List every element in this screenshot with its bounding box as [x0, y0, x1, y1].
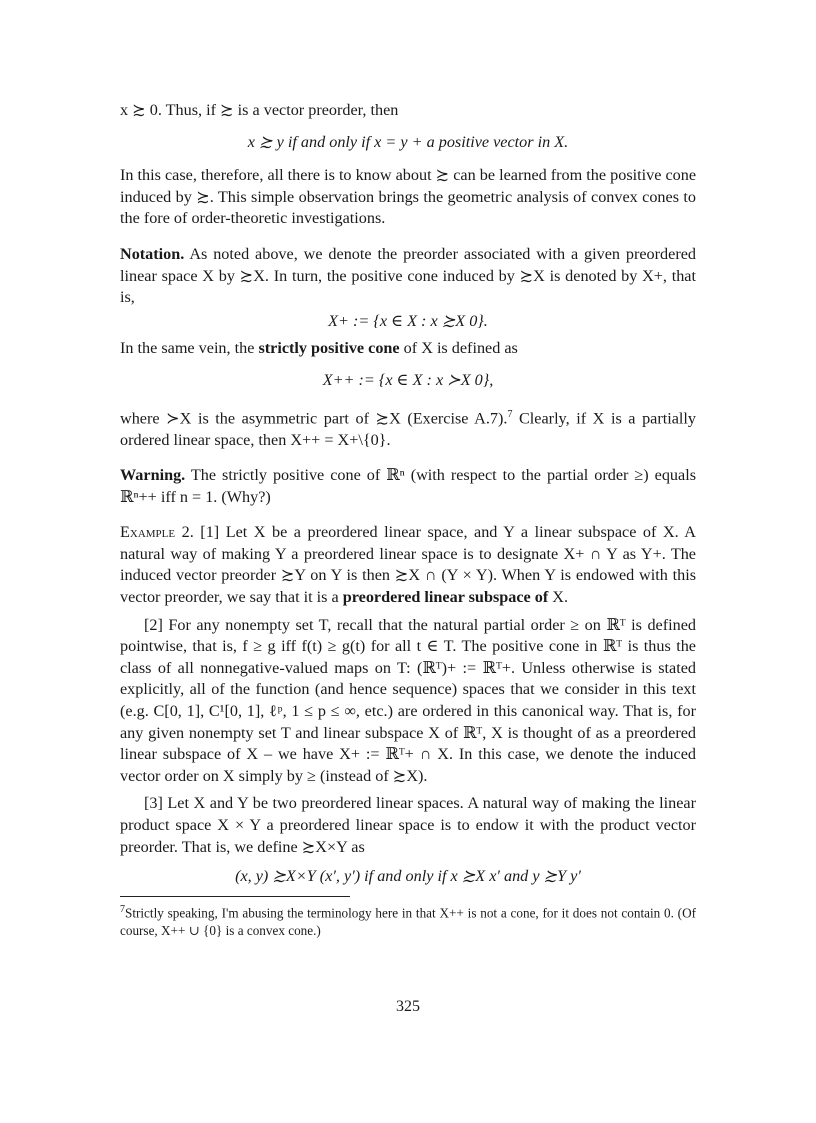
notation-body: As noted above, we denote the preorder associated with a given preordered linear space X by ≿X. In turn, the positive cone induced by ≿X is denoted by X+, that is,	[120, 244, 696, 307]
footnote-marker: 7	[507, 408, 513, 420]
display-equation-4: (x, y) ≿X×Y (x′, y′) if and only if x ≿X x′ and y ≿Y y′	[235, 867, 581, 886]
display-equation-3: X++ := {x ∈ X : x ≻X 0},	[322, 370, 494, 389]
text-fragment: of X is defined as	[399, 339, 518, 358]
example-heading: Example 2.	[120, 523, 194, 542]
footnote-rule	[120, 896, 350, 897]
paragraph-positive-cone: In this case, therefore, all there is to know about ≿ can be learned from the positive cone induced by ≿. This simple observation brings the geometric analysis of convex cones to the fore of order-theoretic investigations.	[120, 166, 696, 228]
text-fragment: Clearly, if X is a partially ordered linear space, then X++ = X+\{0}.	[120, 408, 697, 449]
footnote-number: 7	[120, 903, 125, 915]
warning-heading: Warning.	[120, 466, 186, 485]
term-strictly-positive-cone: strictly positive cone	[258, 339, 400, 358]
example-2-part-1	[120, 522, 696, 608]
notation-heading: Notation.	[120, 244, 185, 263]
warning-body: The strictly positive cone of ℝⁿ (with respect to the partial order ≥) equals ℝⁿ++ iff n = 1. (Why?)	[120, 466, 696, 506]
footnote-7	[120, 901, 696, 940]
text-fragment: In the same vein, the	[120, 339, 259, 358]
warning-paragraph	[120, 465, 696, 508]
term-preordered-subspace: preordered linear subspace of	[342, 588, 549, 607]
line-opening: x ≿ 0. Thus, if ≿ is a vector preorder, then	[120, 101, 399, 119]
example-2-part-3: [3] Let X and Y be two preordered linear spaces. A natural way of making the linear product space X × Y a preordered linear space is to endow it with the product vector preorder. That is, we define ≿X×Y as	[120, 794, 696, 856]
text-fragment: where ≻X is the asymmetric part of ≿X (Exercise A.7).	[120, 408, 508, 427]
notation-paragraph	[120, 244, 696, 309]
footnote-text: Strictly speaking, I'm abusing the terminology here in that X++ is not a cone, for it does not contain 0. (Of course, X++ ∪ {0} is a convex cone.)	[120, 905, 696, 939]
asymmetric-part-paragraph	[120, 404, 696, 452]
page-body	[120, 100, 696, 940]
display-equation-1: x ≿ y if and only if x = y + a positive vector in X.	[247, 132, 569, 151]
page-number: 325	[396, 998, 420, 1015]
strict-cone-intro	[120, 338, 696, 360]
example-2-part-2: [2] For any nonempty set T, recall that the natural partial order ≥ on ℝᵀ is defined pointwise, that is, f ≥ g iff f(t) ≥ g(t) for all t ∈ T. The positive cone in ℝᵀ is thus the class of all nonnegative-valued maps on T: (ℝᵀ)+ := ℝᵀ+. Unless otherwise is stated explicitly, all of the function (and hence sequence) spaces that we consider in this text (e.g. C[0, 1], C¹[0, 1], ℓᵖ, 1 ≤ p ≤ ∞, etc.) are ordered in this canonical way. That is, for any given nonempty set T and linear subspace X of ℝᵀ, X is thought of as a preordered linear subspace of X – we have X+ := ℝᵀ+ ∩ X. In this case, we denote the induced vector order on X simply by ≥ (instead of ≿X).	[120, 615, 696, 785]
text-fragment: [1] Let X be a preordered linear space, and Y a linear subspace of X. A natural way of making Y a preordered linear space is to designate X+ ∩ Y as Y+. The induced vector preorder ≿Y on Y is then ≿X ∩ (Y × Y). When Y is endowed with this vector preorder, we say that it is a	[120, 523, 696, 607]
display-equation-2: X+ := {x ∈ X : x ≿X 0}.	[328, 311, 488, 330]
text-fragment: X.	[548, 588, 569, 607]
